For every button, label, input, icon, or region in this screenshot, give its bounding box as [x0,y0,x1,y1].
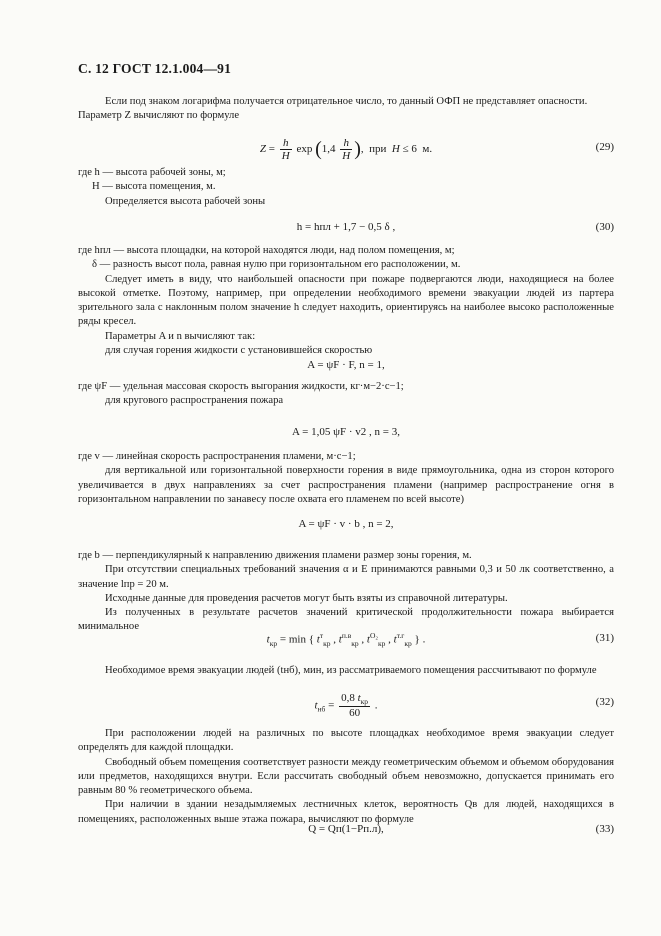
definition: где h — высота рабочей зоны, м; [78,167,226,178]
definition: где b — перпендикулярный к направлению движения пламени размер зоны горения, м. [78,550,472,561]
paragraph: Необходимое время эвакуации людей (tнб), мин, из рассматриваемого помещения рассчитывают по формуле [105,665,597,676]
paragraph: Параметры A и n вычисляют так: [105,330,256,342]
paragraph: для вертикальной или горизонтальной поверхности горения в виде прямоугольника, одна из сторон которого увеличивается в двух направлениях за счет распространения пламени (например распространение огня в горизонтальном направлении по занавесу после охвата его пламенем по всей высоте) [78,465,614,505]
formula-circle: A = 1,05 ψF · v2 , n = 3, [292,426,400,438]
equation-number: (31) [595,632,614,644]
equation-number: (30) [595,221,614,233]
text-block [78,549,614,635]
paragraph: Свободный объем помещения соответствует разности между геометрическим объемом и объемом оборудования или предметов, находящихся внутри. Если рассчитать свободный объем невозможно, допускается принимать его равным 80 % геометрического объема. [78,756,614,797]
formula-29: Z = $\frac{h}{H}$ exp (1,4 $\frac{h}{H}$ ), при H ≤ 6 м. [259,136,433,162]
equation-number: (29) [595,141,614,153]
text-block [78,380,614,409]
formula-31: $t_{кр} = \min$ { $t^т_{кр}$ , $t^{п.в}_{кр}$ , $t^{O_2}_{кр}$ , $t^{т.г}_{кр}$ } . [266,631,426,648]
definition: где v — линейная скорость распространения пламени, м·с−1; [78,451,356,462]
paragraph: Если под знаком логарифма получается отрицательное число, то данный ОФП не представляет опасности. [105,96,588,107]
equation-number: (32) [595,696,614,708]
formula-33: Q = Qп(1−Pп.л), [308,823,384,835]
formula-32: $t_{нб}$ = $\frac{0,8 t_{кр}}{60}$ . [314,692,378,720]
formula-liquid: A = ψF · F, n = 1, [307,359,385,371]
paragraph: Из полученных в результате расчетов значений критической продолжительности пожара выбирается минимальное [78,607,614,633]
definitions [78,166,614,209]
paragraph: для кругового распространения пожара [105,395,284,407]
formula-30: h = hпл + 1,7 − 0,5 δ , [296,221,396,233]
paragraph: При отсутствии специальных требований значения α и Е принимаются равными 0,3 и 50 лк соответственно, а значение lпр = 20 м. [78,564,614,590]
page-header: С. 12 ГОСТ 12.1.004—91 [78,61,232,76]
paragraph: Определяется высота рабочей зоны [105,195,266,207]
paragraph: При наличии в здании незадымляемых лестничных клеток, вероятность Qв для людей, находящихся в помещениях, расположенных выше этажа пожара, вычисляют по формуле [78,799,614,825]
text-block [78,727,614,827]
text-block [78,664,614,678]
paragraph: При расположении людей на различных по высоте площадках необходимое время эвакуации следует определять для каждой площадки. [78,728,614,754]
definition: H — высота помещения, м. [92,181,216,193]
definition: где hпл — высота площадки, на которой находятся люди, над полом помещения, м; [78,245,455,256]
paragraph: Параметр Z вычисляют по формуле [78,110,240,122]
equation-number: (33) [595,823,614,835]
text-block [78,244,614,358]
paragraph: Следует иметь в виду, что наибольшей опасности при пожаре подвергаются люди, находящиеся на более высокой отметке. Поэтому, например, при определении необходимого времени эвакуации людей из партера зрительного зала с наклонным полом значение h следует находить, ориентируясь на наиболее высоко расположенные ряды кресел. [78,273,614,328]
paragraph: Исходные данные для проведения расчетов могут быть взяты из справочной литературы. [105,592,508,604]
definition: δ — разность высот пола, равная нулю при горизонтальном его расположении, м. [92,259,461,271]
text-block [78,450,614,507]
definition: где ψF — удельная массовая скорость выгорания жидкости, кг·м−2·с−1; [78,381,404,392]
formula-rect: A = ψF · v · b , n = 2, [298,518,394,530]
text-block [78,95,614,124]
paragraph: для случая горения жидкости с установившейся скоростью [105,345,373,357]
